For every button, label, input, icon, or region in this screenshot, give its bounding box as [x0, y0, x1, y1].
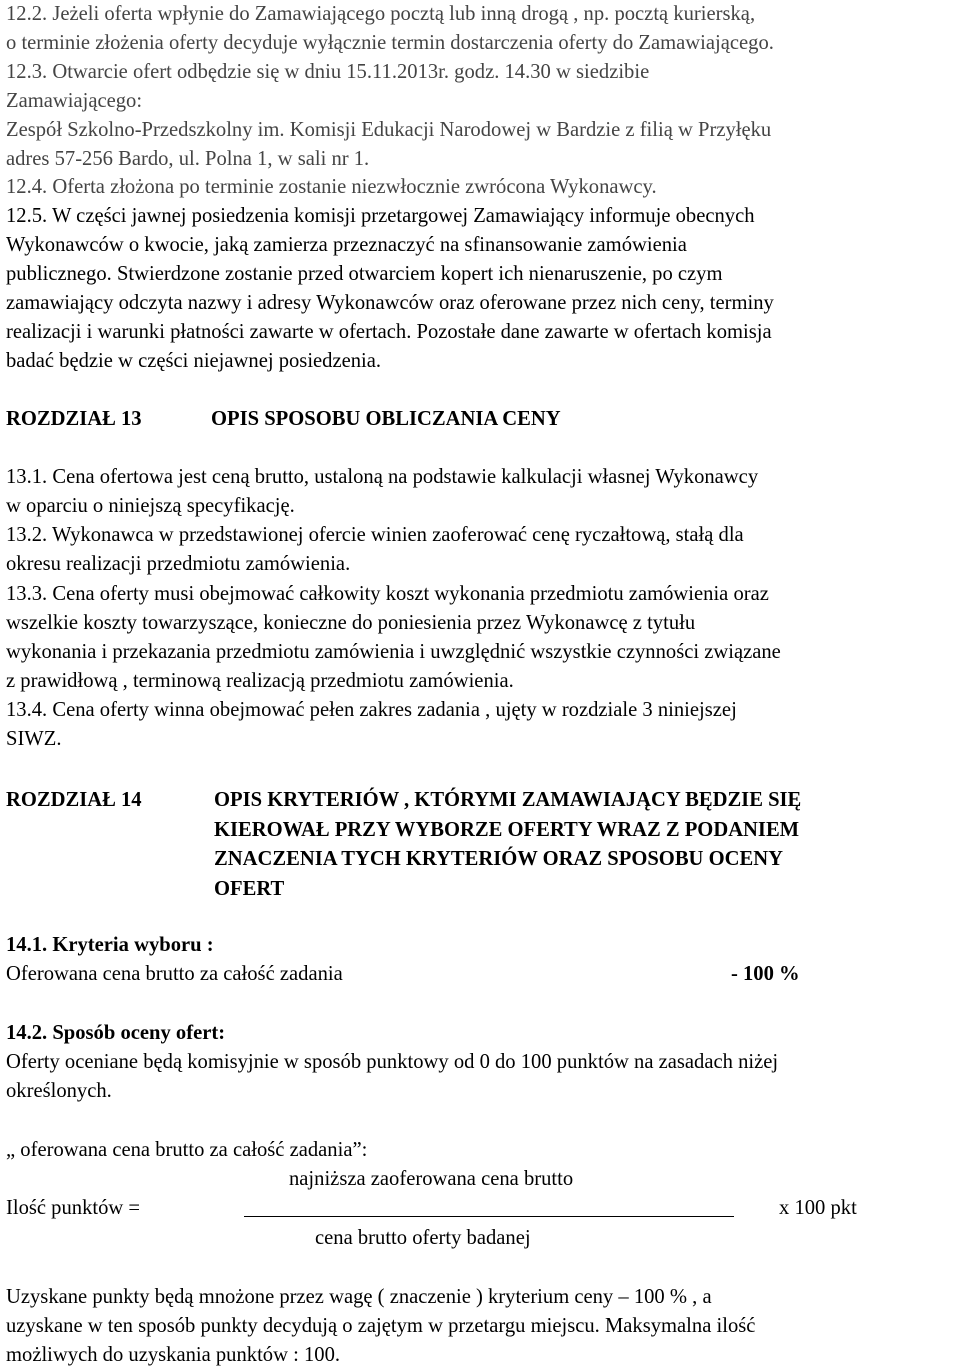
chapter-number: ROZDZIAŁ 13: [6, 408, 142, 430]
text-line: 12.5. W części jawnej posiedzenia komisji przetargowej Zamawiający informuje obecnych: [6, 205, 755, 227]
chapter-13-heading: [6, 409, 561, 430]
text-line: adres 57-256 Bardo, ul. Polna 1, w sali nr 1.: [6, 148, 370, 170]
text-line: Zespół Szkolno-Przedszkolny im. Komisji Edukacji Narodowej w Bardzie z filią w Przyłęku: [6, 119, 772, 141]
text-line: publicznego. Stwierdzone zostanie przed otwarciem kopert ich nienaruszenie, po czym: [6, 263, 723, 285]
text-line: Wykonawców o kwocie, jaką zamierza przeznaczyć na sfinansowanie zamówienia: [6, 234, 687, 256]
title-line: OFERT: [214, 877, 285, 900]
chapter-14-number: ROZDZIAŁ 14: [6, 789, 142, 811]
fraction-bar: [244, 1216, 734, 1217]
criterion-label: Oferowana cena brutto za całość zadania: [6, 963, 343, 985]
text-line: możliwych do uzyskania punktów : 100.: [6, 1344, 341, 1366]
criteria-heading: 14.1. Kryteria wyboru :: [6, 934, 214, 956]
text-line: 13.4. Cena oferty winna obejmować pełen zakres zadania , ujęty w rozdziale 3 niniejszej: [6, 699, 737, 721]
formula-lhs: Ilość punktów =: [6, 1197, 141, 1219]
text-line: 12.3. Otwarcie ofert odbędzie się w dniu 15.11.2013r. godz. 14.30 w siedzibie: [6, 61, 650, 83]
text-line: Zamawiającego:: [6, 90, 143, 112]
formula-multiplier: x 100 pkt: [779, 1197, 857, 1219]
formula-caption: „ oferowana cena brutto za całość zadania”:: [6, 1139, 368, 1161]
text-line: badać będzie w części niejawnej posiedzenia.: [6, 350, 382, 372]
method-heading: 14.2. Sposób oceny ofert:: [6, 1022, 226, 1044]
text-line: 13.1. Cena ofertowa jest ceną brutto, ustaloną na podstawie kalkulacji własnej Wykonawcy: [6, 466, 759, 488]
formula-numerator: najniższa zaoferowana cena brutto: [289, 1168, 574, 1190]
text-line: 13.3. Cena oferty musi obejmować całkowity koszt wykonania przedmiotu zamówienia oraz: [6, 583, 769, 605]
text-line: wszelkie koszty towarzyszące, konieczne do poniesienia przez Wykonawcę z tytułu: [6, 612, 696, 634]
chapter-14-title: [214, 786, 801, 904]
text-line: w oparciu o niniejszą specyfikację.: [6, 495, 295, 517]
text-line: określonych.: [6, 1080, 112, 1102]
title-line: KIEROWAŁ PRZY WYBORZE OFERTY WRAZ Z PODANIEM: [214, 818, 800, 841]
text-line: okresu realizacji przedmiotu zamówienia.: [6, 553, 351, 575]
criterion-weight: - 100 %: [731, 963, 800, 985]
text-line: 13.2. Wykonawca w przedstawionej ofercie winien zaoferować cenę ryczałtową, stałą dla: [6, 524, 744, 546]
text-line: o terminie złożenia oferty decyduje wyłącznie termin dostarczenia oferty do Zamawiającego.: [6, 32, 774, 54]
text-line: SIWZ.: [6, 728, 62, 750]
text-line: wykonania i przekazania przedmiotu zamówienia i uwzględnić wszystkie czynności związane: [6, 641, 781, 663]
text-line: Oferty oceniane będą komisyjnie w sposób punktowy od 0 do 100 punktów na zasadach niżej: [6, 1051, 779, 1073]
text-line: 12.2. Jeżeli oferta wpłynie do Zamawiającego pocztą lub inną drogą , np. pocztą kurierską,: [6, 3, 756, 25]
text-line: uzyskane w ten sposób punkty decydują o zajętym w przetargu miejscu. Maksymalna ilość: [6, 1315, 756, 1337]
text-line: realizacji i warunki płatności zawarte w ofertach. Pozostałe dane zawarte w ofertach komisja: [6, 321, 772, 343]
chapter-title: OPIS SPOSOBU OBLICZANIA CENY: [211, 408, 561, 430]
text-line: zamawiający odczyta nazwy i adresy Wykonawców oraz oferowane przez nich ceny, terminy: [6, 292, 774, 314]
title-line: OPIS KRYTERIÓW , KTÓRYMI ZAMAWIAJĄCY BĘDZIE SIĘ: [214, 789, 802, 811]
formula-denominator: cena brutto oferty badanej: [315, 1227, 531, 1249]
title-line: ZNACZENIA TYCH KRYTERIÓW ORAZ SPOSOBU OCENY: [214, 848, 783, 870]
text-line: 12.4. Oferta złożona po terminie zostanie niezwłocznie zwrócona Wykonawcy.: [6, 176, 657, 198]
text-line: z prawidłową , terminową realizacją przedmiotu zamówienia.: [6, 670, 514, 692]
text-line: Uzyskane punkty będą mnożone przez wagę ( znaczenie ) kryterium ceny – 100 % , a: [6, 1286, 712, 1308]
